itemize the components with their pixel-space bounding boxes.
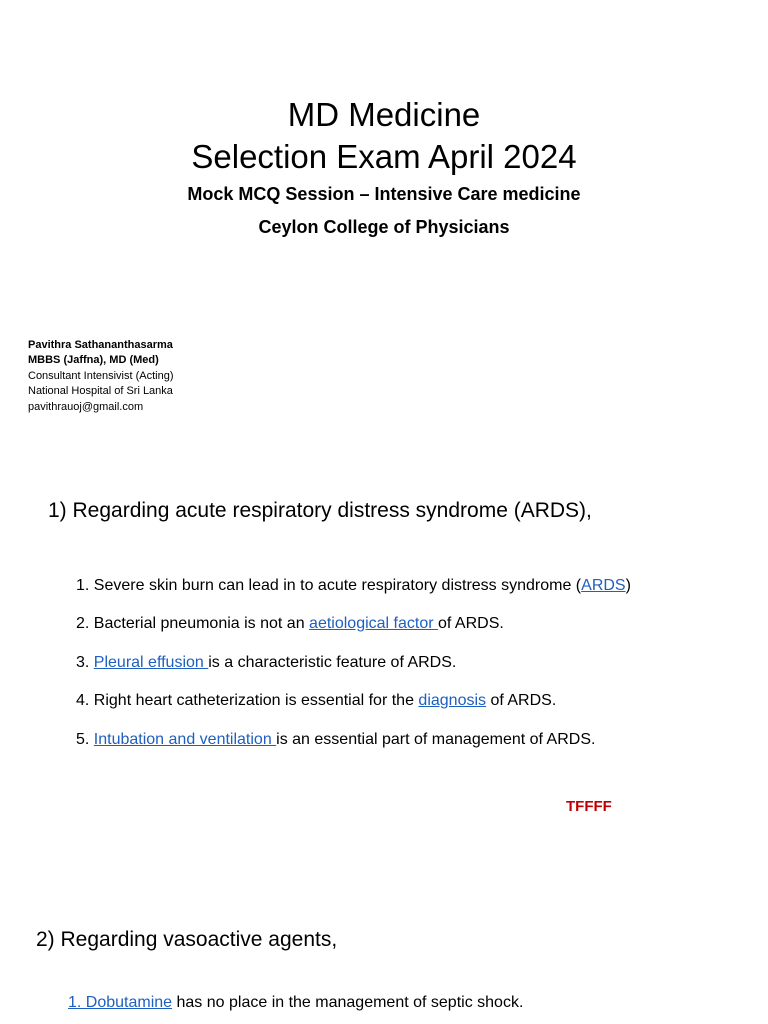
author-degrees: MBBS (Jaffna), MD (Med) <box>28 354 159 366</box>
question-1-heading: 1) Regarding acute respiratory distress syndrome (ARDS), <box>48 499 592 522</box>
ards-link[interactable]: ARDS <box>581 577 626 594</box>
item-text: is an essential part of management of ARDS. <box>276 731 596 748</box>
item-text: Severe skin burn can lead in to acute respiratory distress syndrome ( <box>93 577 582 594</box>
subtitle-line-1: Mock MCQ Session – Intensive Care medicine <box>187 184 581 204</box>
aetiological-factor-link[interactable]: aetiological factor <box>309 615 439 632</box>
item-text: is a characteristic feature of ARDS. <box>208 654 457 671</box>
question-2-item-1 <box>68 992 523 1014</box>
item-number: 1. <box>76 577 90 594</box>
dobutamine-link[interactable]: 1. Dobutamine <box>68 994 173 1011</box>
question-1-item-1 <box>76 575 631 597</box>
item-number: 2. <box>76 615 90 632</box>
item-number: 4. <box>76 692 90 709</box>
item-number: 3. <box>76 654 90 671</box>
item-text: ) <box>625 577 631 594</box>
author-position: Consultant Intensivist (Acting) <box>28 370 174 382</box>
item-text: of ARDS. <box>486 692 557 709</box>
author-email: pavithrauoj@gmail.com <box>28 401 144 413</box>
subtitle-line-2: Ceylon College of Physicians <box>258 217 510 237</box>
question-1-item-3 <box>76 652 456 674</box>
question-2-heading: 2) Regarding vasoactive agents, <box>36 928 338 951</box>
question-1-item-4 <box>76 690 556 712</box>
item-text: Right heart catheterization is essential for the <box>93 692 419 709</box>
item-number: 5. <box>76 731 90 748</box>
item-text: of ARDS. <box>438 615 504 632</box>
question-1-item-5 <box>76 729 595 751</box>
author-name: Pavithra Sathananthasarma <box>28 339 173 351</box>
question-1-item-2 <box>76 613 504 635</box>
intubation-ventilation-link[interactable]: Intubation and ventilation <box>93 731 277 748</box>
author-institution: National Hospital of Sri Lanka <box>28 385 173 397</box>
item-text: Bacterial pneumonia is not an <box>93 615 310 632</box>
title-line-1: MD Medicine <box>287 96 481 133</box>
title-line-2: Selection Exam April 2024 <box>191 138 577 175</box>
item-text: has no place in the management of septic shock. <box>172 994 524 1011</box>
question-1-answer: TFFFF <box>566 798 612 815</box>
pleural-effusion-link[interactable]: Pleural effusion <box>93 654 209 671</box>
diagnosis-link[interactable]: diagnosis <box>418 692 487 709</box>
